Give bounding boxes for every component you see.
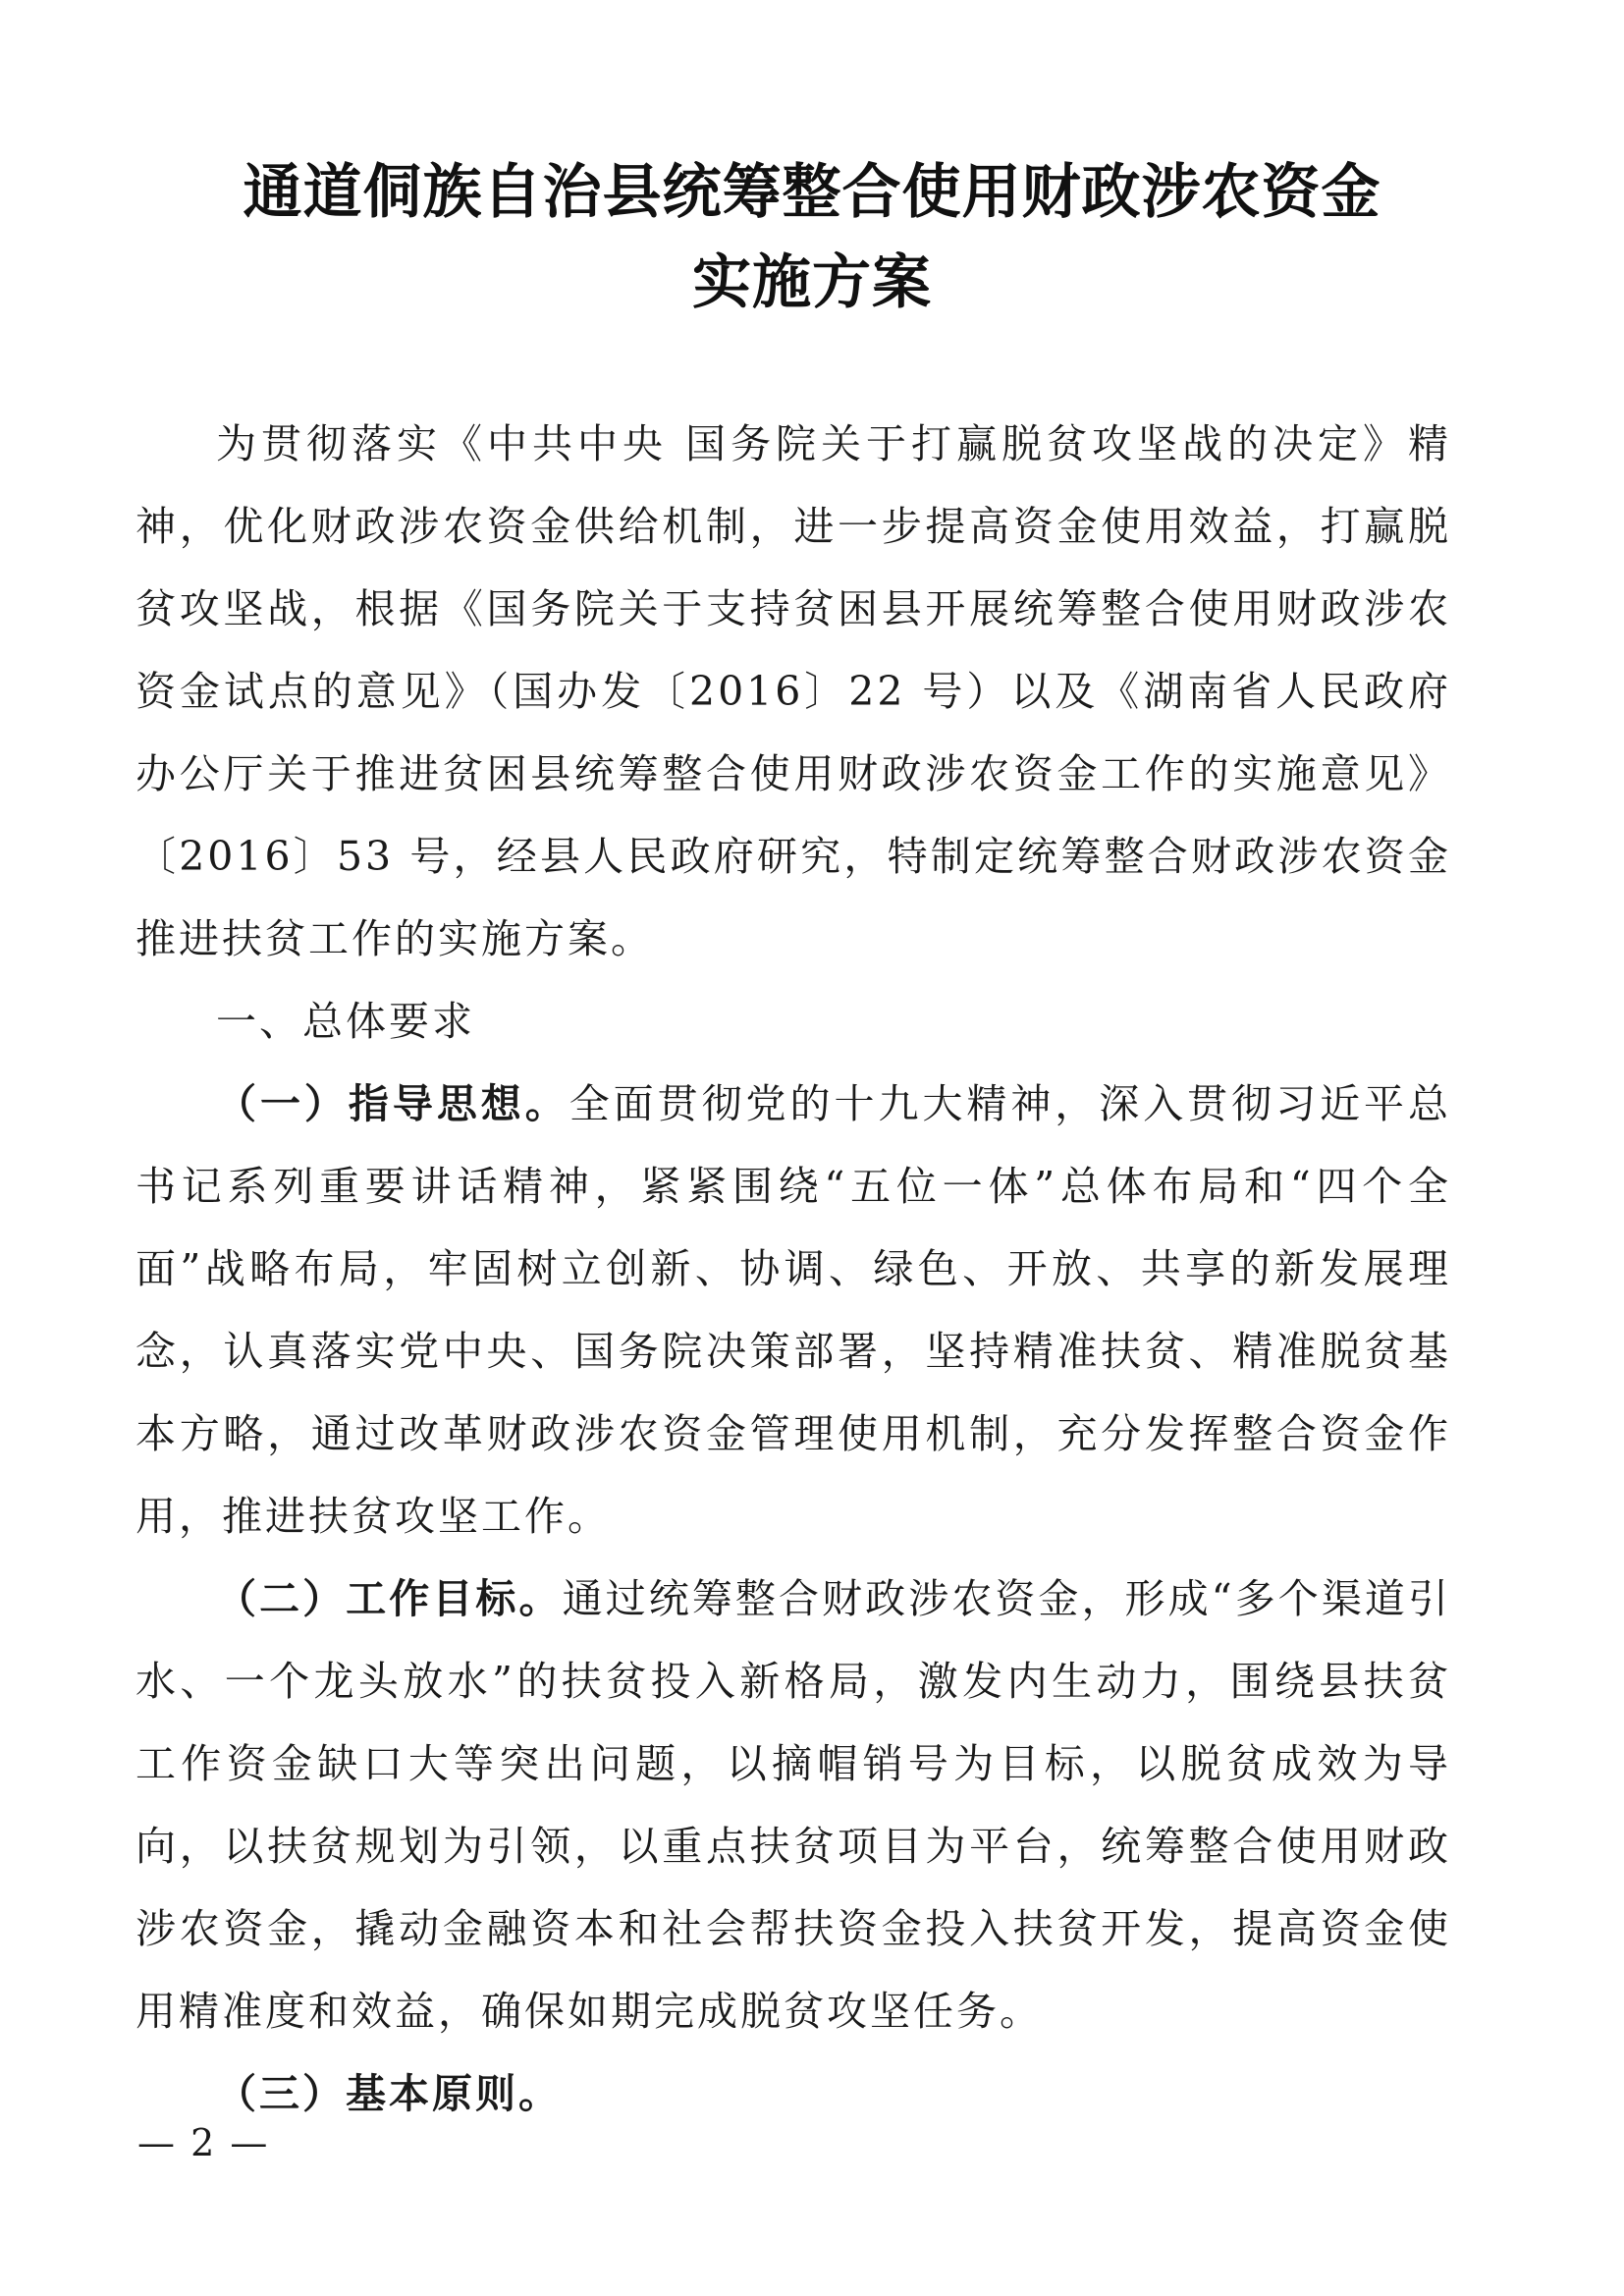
- document-body: [135, 403, 1451, 2135]
- page-number: — 2 —: [137, 2121, 270, 2164]
- work-goals-paragraph: [135, 1558, 1451, 2052]
- guiding-ideology-heading: （一）指导思想。: [216, 1080, 569, 1127]
- document-title-line-2: 实施方案: [692, 248, 932, 317]
- intro-paragraph: 为贯彻落实《中共中央 国务院关于打赢脱贫攻坚战的决定》精神，优化财政涉农资金供给机制，进一步提高资金使用效益，打赢脱贫攻坚战，根据《国务院关于支持贫困县开展统筹整合使用财政涉农资金试点的意见》（国办发〔2016〕22 号）以及《湖南省人民政府办公厅关于推进贫困县统筹整合使用财政涉农资金工作的实施意见》〔2016〕53 号，经县人民政府研究，特制定统筹整合财政涉农资金推进扶贫工作的实施方案。: [135, 420, 1451, 962]
- guiding-ideology-paragraph: [135, 1063, 1451, 1558]
- basic-principles-heading: （三）基本原则。: [216, 2070, 562, 2117]
- guiding-ideology-text: 全面贯彻党的十九大精神，深入贯彻习近平总书记系列重要讲话精神，紧紧围绕“五位一体”总体布局和“四个全面”战略布局，牢固树立创新、协调、绿色、开放、共享的新发展理念，认真落实党中央、国务院决策部署，坚持精准扶贫、精准脱贫基本方略，通过改革财政涉农资金管理使用机制，充分发挥整合资金作用，推进扶贫攻坚工作。: [135, 1080, 1451, 1540]
- basic-principles-paragraph: [135, 2052, 1451, 2135]
- section-heading-text: 一、总体要求: [216, 998, 475, 1045]
- work-goals-text: 通过统筹整合财政涉农资金，形成“多个渠道引水、一个龙头放水”的扶贫投入新格局，激发内生动力，围绕县扶贫工作资金缺口大等突出问题，以摘帽销号为目标，以脱贫成效为导向，以扶贫规划为引领，以重点扶贫项目为平台，统筹整合使用财政涉农资金，撬动金融资本和社会帮扶资金投入扶贫开发，提高资金使用精准度和效益，确保如期完成脱贫攻坚任务。: [135, 1575, 1452, 2035]
- document-title-line-1: 通道侗族自治县统筹整合使用财政涉农资金: [243, 158, 1381, 227]
- section-heading-general-requirements: [135, 980, 1451, 1063]
- work-goals-heading: （二）工作目标。: [216, 1575, 563, 1622]
